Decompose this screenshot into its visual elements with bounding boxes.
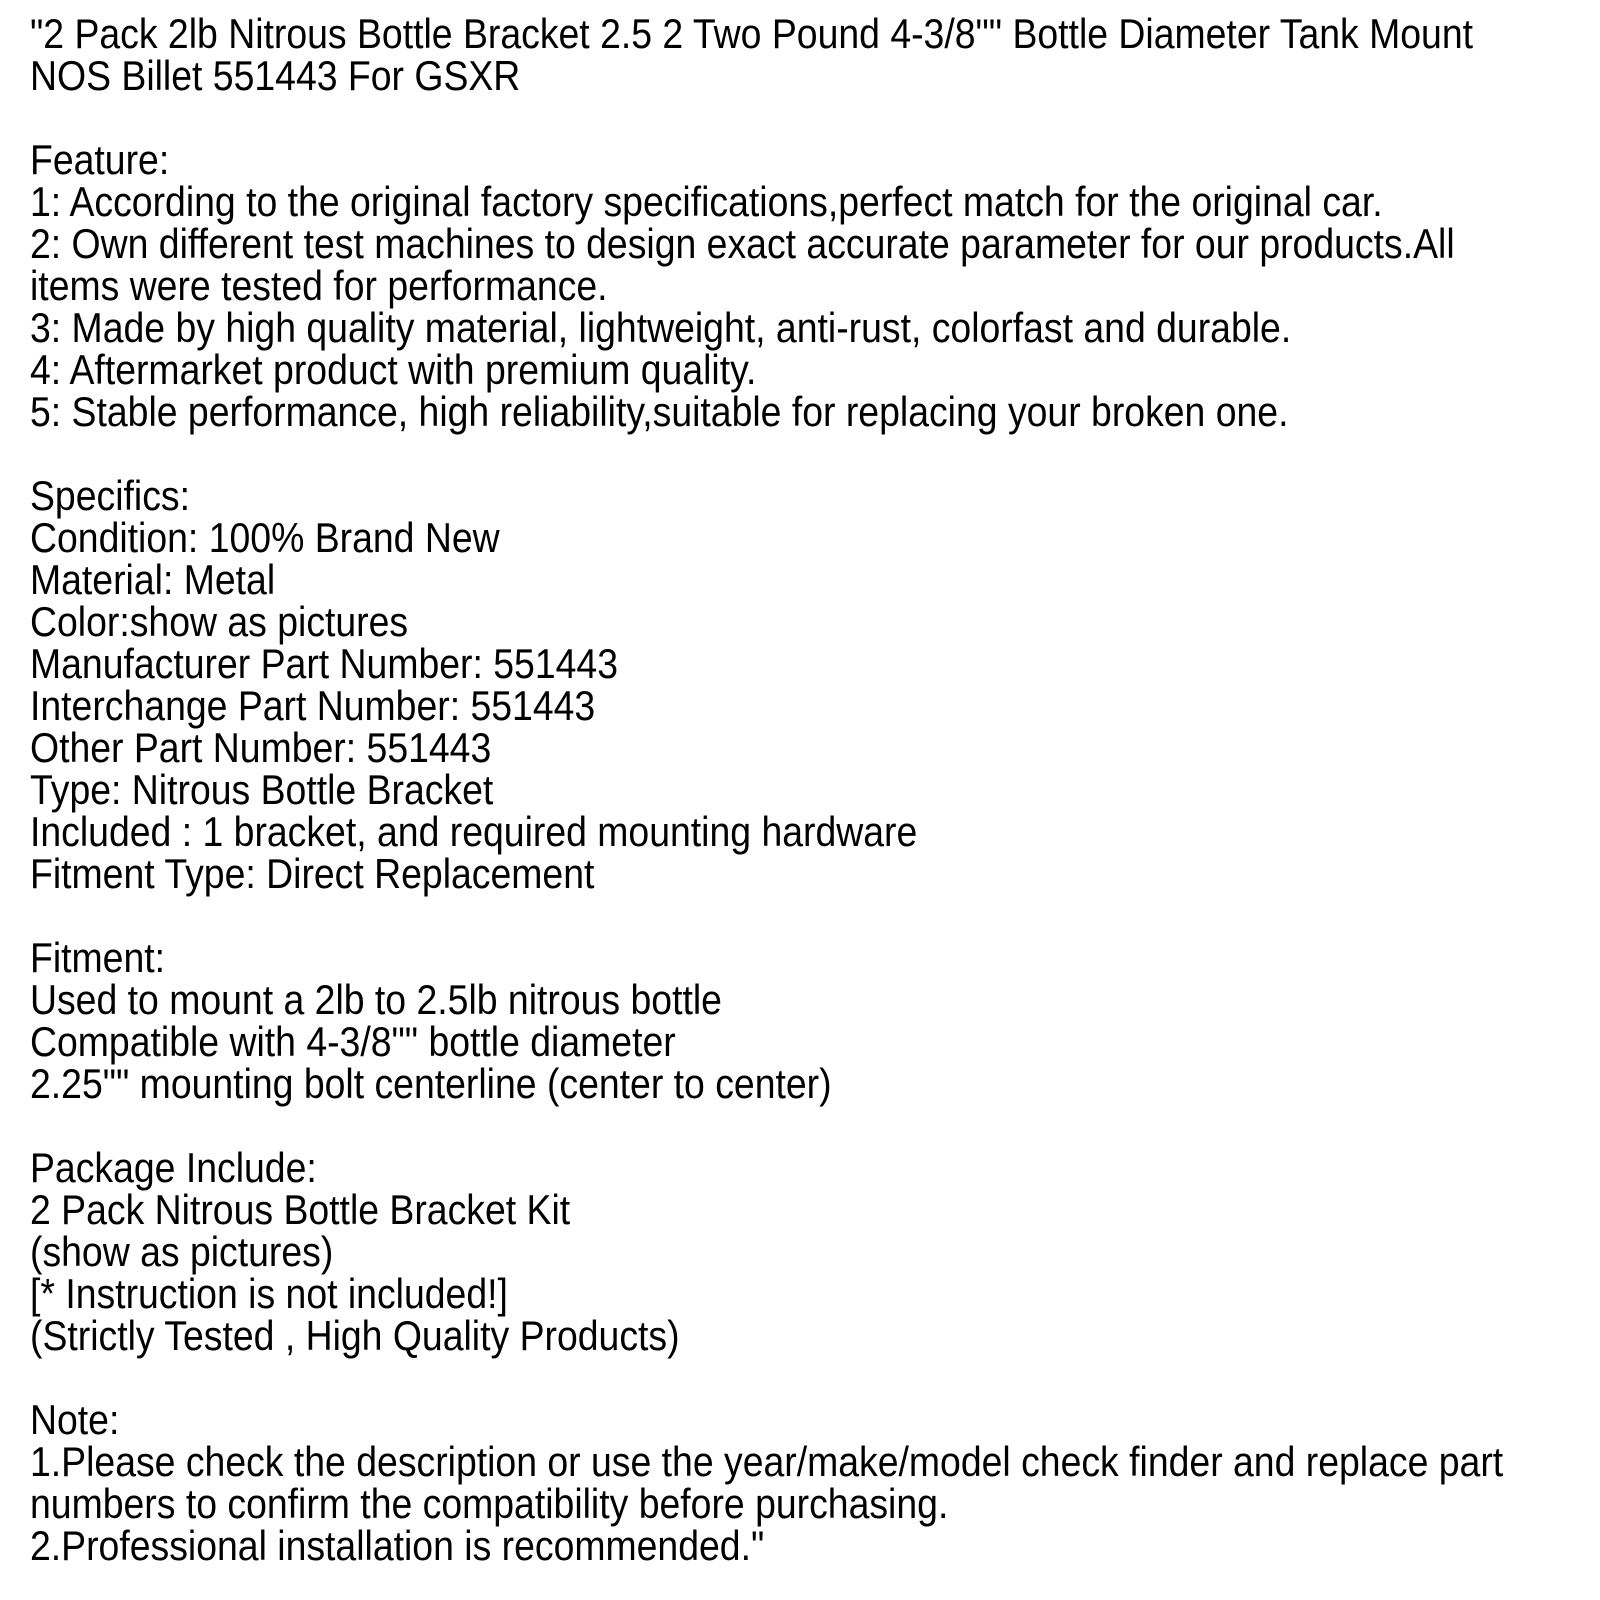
section-feature (30, 136, 1534, 435)
spec-color: Color:show as pictures (30, 598, 409, 645)
section-note (30, 1396, 1534, 1569)
blank-line (30, 1105, 1534, 1147)
feature-item-3: 3: Made by high quality material, lightweight, anti-rust, colorfast and durable. (30, 304, 1292, 351)
section-package-include (30, 1144, 1534, 1359)
feature-item-1: 1: According to the original factory specifications,perfect match for the original car. (30, 178, 1383, 225)
fitment-line-1: Used to mount a 2lb to 2.5lb nitrous bottle (30, 976, 722, 1023)
package-line-3: [* Instruction is not included!] (30, 1270, 508, 1317)
spec-manufacturer-part-number: Manufacturer Part Number: 551443 (30, 640, 619, 687)
note-line-2: 2.Professional installation is recommended." (30, 1522, 765, 1569)
spec-condition: Condition: 100% Brand New (30, 514, 500, 561)
section-note-heading: Note: (30, 1396, 120, 1443)
product-description-document (30, 10, 1534, 1569)
package-line-2: (show as pictures) (30, 1228, 334, 1275)
blank-line (30, 1357, 1534, 1399)
fitment-line-2: Compatible with 4-3/8"" bottle diameter (30, 1018, 676, 1065)
spec-interchange-part-number: Interchange Part Number: 551443 (30, 682, 596, 729)
section-feature-heading: Feature: (30, 136, 170, 183)
spec-included: Included : 1 bracket, and required mounting hardware (30, 808, 918, 855)
spec-fitment-type: Fitment Type: Direct Replacement (30, 850, 595, 897)
fitment-line-3: 2.25"" mounting bolt centerline (center to center) (30, 1060, 832, 1107)
package-line-1: 2 Pack Nitrous Bottle Bracket Kit (30, 1186, 571, 1233)
package-line-4: (Strictly Tested , High Quality Products) (30, 1312, 680, 1359)
blank-line (30, 895, 1534, 937)
feature-item-5: 5: Stable performance, high reliability,suitable for replacing your broken one. (30, 388, 1289, 435)
feature-item-4: 4: Aftermarket product with premium quality. (30, 346, 757, 393)
spec-type: Type: Nitrous Bottle Bracket (30, 766, 494, 813)
feature-item-2: 2: Own different test machines to design exact accurate parameter for our products.All items were tested for performance. (30, 220, 1455, 309)
section-fitment-heading: Fitment: (30, 934, 166, 981)
spec-material: Material: Metal (30, 556, 276, 603)
spec-other-part-number: Other Part Number: 551443 (30, 724, 492, 771)
section-specifics-heading: Specifics: (30, 472, 190, 519)
blank-line (30, 97, 1534, 139)
blank-line (30, 433, 1534, 475)
section-specifics (30, 472, 1534, 897)
product-title: "2 Pack 2lb Nitrous Bottle Bracket 2.5 2 Two Pound 4-3/8"" Bottle Diameter Tank Mount NOS Billet 551443 For GSXR (30, 10, 1474, 99)
section-package-heading: Package Include: (30, 1144, 317, 1191)
note-line-1: 1.Please check the description or use the year/make/model check finder and replace part numbers to confirm the compatibility before purchasing. (30, 1438, 1504, 1527)
section-fitment (30, 934, 1534, 1107)
